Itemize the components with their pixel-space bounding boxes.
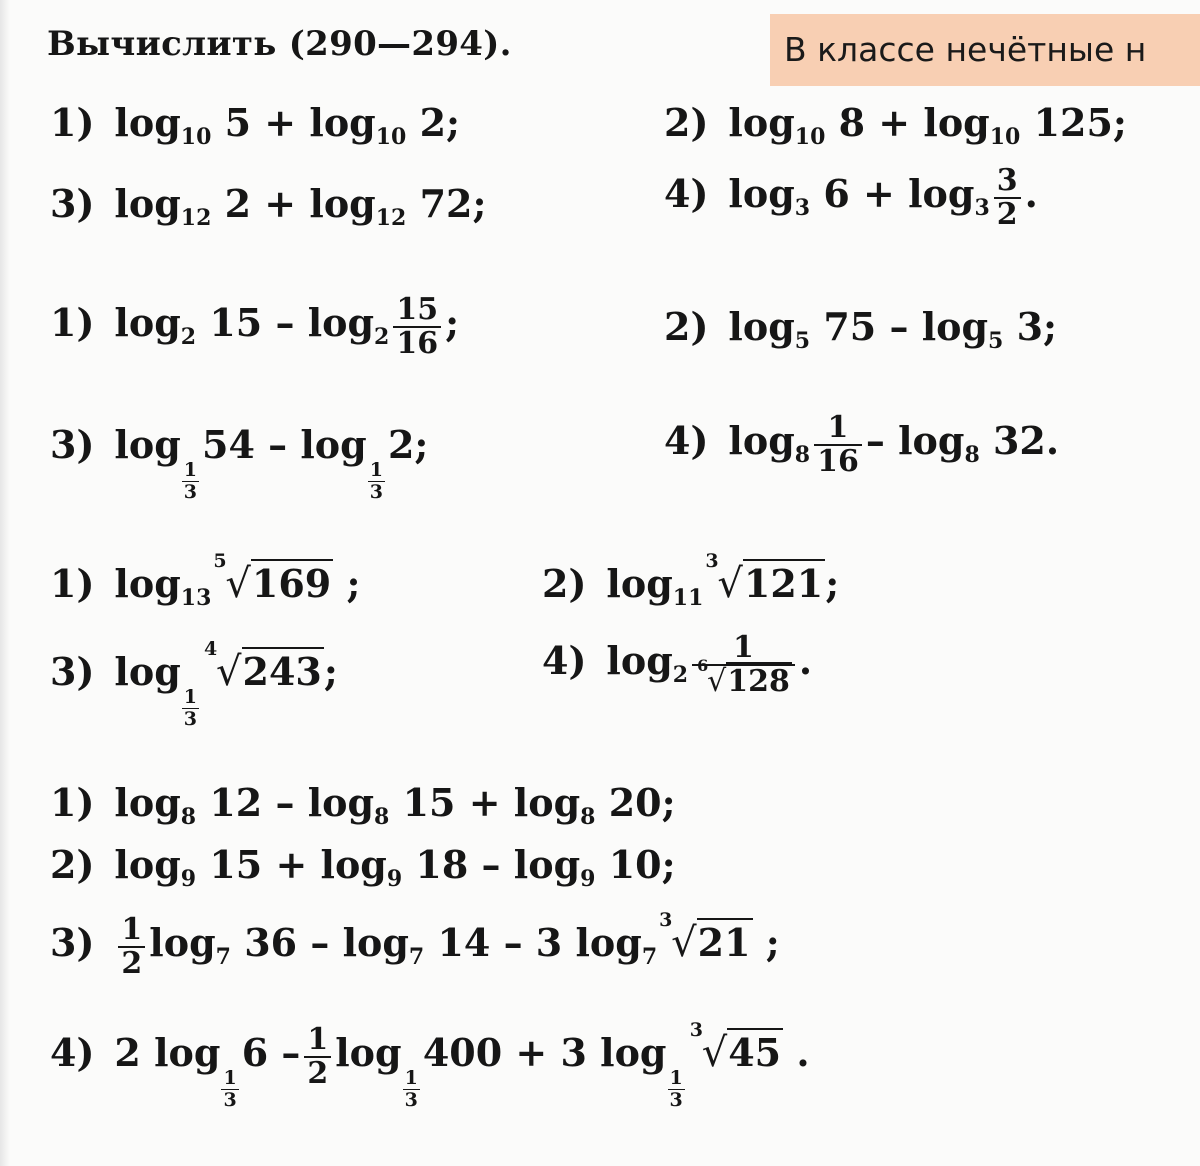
ex292-4: 4) $\log_2$ 1 6 √128 . <box>542 630 813 699</box>
ex291-2: 2) $\log_5 75 - \log_5 3$; <box>664 304 1058 354</box>
ex290-1: 1) $\log_{10} 5 + \log_{10} 2$; <box>50 100 461 150</box>
exercise-title: Вычислить (290—294). <box>47 24 512 64</box>
note-banner: В классе нечётные н <box>770 14 1200 86</box>
page-edge-shadow <box>0 0 10 1166</box>
base-fraction: $\frac{1}{3}$ <box>183 459 198 503</box>
ex293-2: 2) $\log_9 15 + \log_9 18 - \log_9 10$; <box>50 842 676 892</box>
fraction: $\frac{1}{2}$ <box>304 1024 331 1089</box>
ex291-3: 3) log $\frac{1}{3}$ 54 – log $\frac{1}{3}$ 2; <box>50 422 429 503</box>
ex291-1: 1) $\log_2 15 - \log_2$ $\frac{15}{16}$ ; <box>50 292 460 361</box>
ex292-1: 1) $\log_{13}$ 5 √169 ; <box>50 550 361 611</box>
ex293-4: 4) 2 log $\frac{1}{3}$ 6 – $\frac{1}{2}$ log $\frac{1}{3}$ 400 + 3 log $\frac{1}{3}$ 3 √45 . <box>50 1019 810 1111</box>
ex293-3: 3) $\frac{1}{2}$ $\log_7 36 - \log_7 14 - 3$ $\log_7$ 3 √21 ; <box>50 909 780 981</box>
fraction: $\frac{15}{16}$ <box>393 294 441 359</box>
base-fraction: $\frac{1}{3}$ <box>669 1067 683 1111</box>
ex292-2: 2) $\log_{11}$ 3 √121; <box>542 550 840 611</box>
fraction: $\frac{1}{2}$ <box>118 914 145 979</box>
fraction: $\frac{1}{16}$ <box>814 412 862 477</box>
fraction: 1 6 √128 <box>692 632 795 697</box>
ex290-3: 3) $\log_{12} 2 + \log_{12} 72$; <box>50 181 487 231</box>
radical: 5 √169 <box>213 550 332 607</box>
ex292-3: 3) log $\frac{1}{3}$ 4 √243; <box>50 638 338 730</box>
base-fraction: $\frac{1}{3}$ <box>369 459 383 503</box>
ex290-4: 4) $\log_3 6 + \log_3$ $\frac{3}{2}$ . <box>664 163 1038 232</box>
radical: 4 √243 <box>204 638 322 695</box>
ex291-4: 4) $\log_8$ $\frac{1}{16}$ – $\log_8 32$. <box>664 410 1060 479</box>
radical: 6 √128 <box>697 655 790 699</box>
base-fraction: $\frac{1}{3}$ <box>223 1067 237 1111</box>
ex293-1: 1) $\log_8 12 - \log_8 15 + \log_8 20$; <box>50 780 676 830</box>
base-fraction: $\frac{1}{3}$ <box>183 686 198 730</box>
fraction: $\frac{3}{2}$ <box>994 165 1021 230</box>
radical: 3 √121 <box>705 550 824 607</box>
radical: 3 √45 <box>689 1019 782 1076</box>
ex290-2: 2) $\log_{10} 8 + \log_{10} 125$; <box>664 100 1127 150</box>
radical: 3 √21 <box>659 909 751 966</box>
base-fraction: $\frac{1}{3}$ <box>404 1067 418 1111</box>
